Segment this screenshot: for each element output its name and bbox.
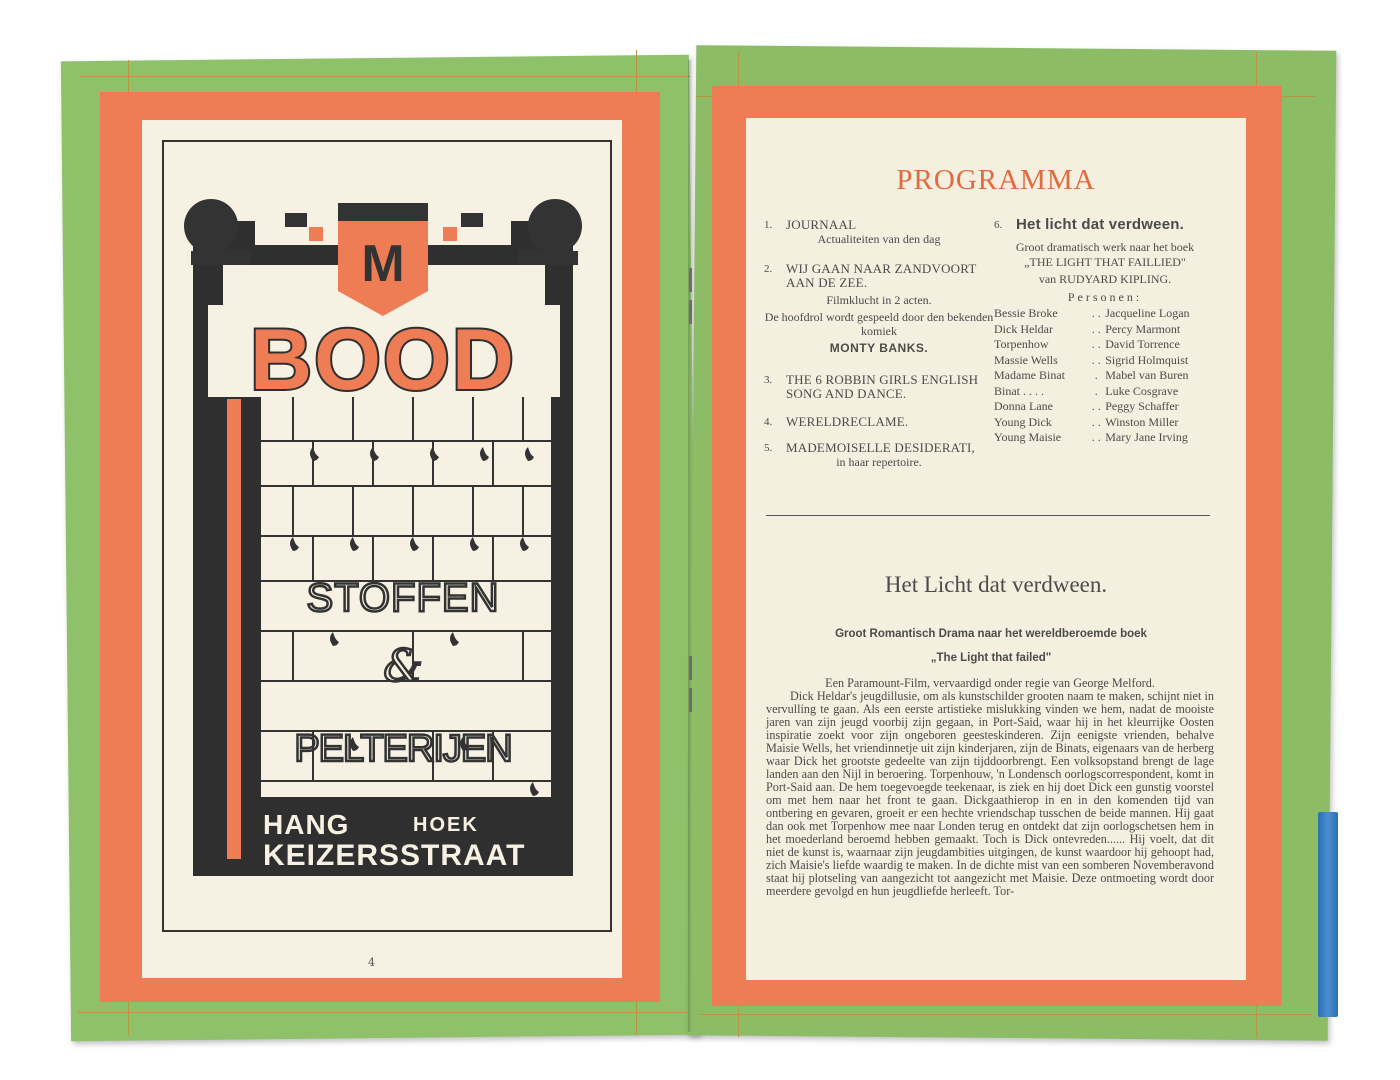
cast-actor: Percy Marmont bbox=[1105, 321, 1181, 336]
gold-rule bbox=[78, 1012, 688, 1013]
spine-shadow bbox=[688, 60, 692, 1032]
story-title: Het Licht dat verdween. bbox=[884, 572, 1108, 597]
cast-row bbox=[994, 353, 1216, 369]
programme-item: 3. THE 6 ROBBIN GIRLS ENGLISH SONG AND DANCE. bbox=[764, 373, 994, 401]
cast-heading: Personen: bbox=[1067, 290, 1143, 304]
divider-rule bbox=[766, 515, 1210, 516]
programme-item-title: THE 6 ROBBIN GIRLS ENGLISH SONG AND DANCE. bbox=[786, 372, 979, 401]
feature-title: Het licht dat verdween. bbox=[1016, 216, 1184, 233]
staple bbox=[689, 688, 692, 712]
cast-dots: . . bbox=[1091, 321, 1101, 336]
cast-row bbox=[994, 368, 1216, 384]
ad-circle-right bbox=[528, 199, 582, 253]
cast-row bbox=[994, 415, 1216, 431]
feature-desc: Groot dramatisch werk naar het boek bbox=[1015, 240, 1195, 254]
story-paragraph: Dick Heldar's jeugdillusie, om als kunstschilder grooten naam te maken, schijnt niet in vervulling te gaan. Als een eerste artistieke mislukking vinden we hem, nadat de mooiste jaren van zijn jeugd voorbij zijn gegaan, in Port-Said, waar hij in het kleurrijke Oosten inspiratie zoekt voor zijn ongeboren geesteskinderen. Zijn eenigste vrienden, behalve Maisie Wells, het vriendinnetje uit zijn kinderjaren, zijn de Binats, eigenaars van de herberg waar Dick het grootste gedeelte van zijn tijddoorbrengt. Een volksopstand brengt de lage landen aan den Nijl in beroering. Torpenhouw, 'n Londensch oorlogscorrespondent, komt in Port-Said aan. De hem toegevoegde teekenaar, is ziek en hij doet Dick een gunstig voorstel om met hem naar het front te gaan. Dickgaathierop in en in den komenden tijd van ontbering en gevaren, groeit er een hechte vriendschap tusschen de beide mannen. Hij gaat dan ook met Torpenhow mee naar Londen terug en ontdekt dat zijn oorlogschetsen hem in het moederland beroemd hebben gemaakt. Toch is Dick ontevreden...... Hij voelt, dat dit niet de kunst is, waarnaar zijn jeugdambities uitgingen, de kunst waardoor hij gehoopt had, zich Maisie's liefde waardig te maken. In de dichte mist van een somberen Novemberavond staat hij plotseling van aangezicht tot aangezicht met Maisie. Deze ontmoeting wordt door meerdere gevolgd en hun jeugdliefde herleeft. Tor- bbox=[766, 689, 1215, 898]
programme-item-sub: Actualiteiten van den dag bbox=[817, 232, 941, 246]
ad-address-street: KEIZERSSTRAAT bbox=[263, 839, 526, 872]
programme-item-sub: Filmklucht in 2 acten. bbox=[826, 293, 932, 307]
cast-actor: Mabel van Buren bbox=[1105, 368, 1189, 383]
feature-book: „THE LIGHT THAT FAILLIED" bbox=[1024, 255, 1186, 269]
cast-role: Massie Wells bbox=[994, 352, 1058, 367]
programme-item-highlight: MONTY BANKS. bbox=[829, 341, 929, 355]
cast-role: Bessie Broke bbox=[994, 306, 1058, 321]
cast-actor: Mary Jane Irving bbox=[1105, 430, 1188, 445]
programme-item-title: JOURNAAL bbox=[786, 217, 857, 232]
programme-list bbox=[764, 218, 994, 469]
ad-circle-left bbox=[184, 199, 238, 253]
ad-brand-name: BOOD bbox=[250, 312, 516, 408]
cast-dots: . . bbox=[1091, 399, 1101, 414]
programme-item-sub: in haar repertoire. bbox=[836, 455, 922, 469]
staple bbox=[689, 656, 692, 680]
cast-role: Binat . . . . bbox=[994, 383, 1044, 398]
cast-row bbox=[994, 322, 1216, 338]
story-subtitle bbox=[746, 622, 1236, 670]
programme-item-title: WIJ GAAN NAAR ZANDVOORT AAN DE ZEE. bbox=[786, 261, 977, 290]
programme-item: 1. JOURNAAL Actualiteiten van den dag bbox=[764, 218, 994, 246]
cast-role: Dick Heldar bbox=[994, 321, 1053, 336]
ad-address-hang: HANG bbox=[263, 809, 350, 840]
cast-role: Torpenhow bbox=[994, 337, 1049, 352]
programme-item-sub: De hoofdrol wordt gespeeld door den bekenden komiek bbox=[764, 310, 994, 338]
cast-row bbox=[994, 384, 1216, 400]
cast-role: Young Dick bbox=[994, 414, 1052, 429]
ad-m-letter: M bbox=[361, 235, 405, 293]
ad-address-hoek: HOEK bbox=[413, 814, 479, 836]
blue-insert-tab bbox=[1318, 812, 1338, 1017]
programme-item-title: MADEMOISELLE DESIDERATI, bbox=[786, 440, 975, 455]
feature-author: van RUDYARD KIPLING. bbox=[1038, 272, 1172, 286]
cast-actor: David Torrence bbox=[1105, 337, 1180, 352]
cast-row bbox=[994, 337, 1216, 353]
gold-rule bbox=[700, 1014, 1312, 1015]
programme-title: PROGRAMMA bbox=[896, 164, 1096, 196]
programme-item-title: WERELDRECLAME. bbox=[786, 414, 909, 429]
story-paragraph: Een Paramount-Film, vervaardigd onder regie van George Melford. bbox=[825, 676, 1155, 690]
cast-dots: . bbox=[1094, 383, 1098, 398]
staple bbox=[689, 268, 692, 292]
cast-actor: Jacqueline Logan bbox=[1105, 306, 1190, 321]
cast-dots: . . bbox=[1091, 414, 1101, 429]
cast-table bbox=[994, 306, 1216, 446]
page-number: 4 bbox=[368, 956, 375, 969]
feature-heading: 6. Het licht dat verdween. bbox=[994, 218, 1216, 232]
programme-item: 5. MADEMOISELLE DESIDERATI, in haar repertoire. bbox=[764, 441, 994, 469]
cast-actor: Sigrid Holmquist bbox=[1105, 352, 1189, 367]
story-body bbox=[766, 677, 1214, 898]
programme-item: 4. WERELDRECLAME. bbox=[764, 415, 994, 429]
cast-role: Madame Binat bbox=[994, 368, 1065, 383]
cast-actor: Winston Miller bbox=[1105, 414, 1179, 429]
cast-row bbox=[994, 399, 1216, 415]
cast-role: Young Maisie bbox=[994, 430, 1062, 445]
ad-product-amp: & bbox=[383, 641, 423, 692]
cast-row bbox=[994, 306, 1216, 322]
ad-product-line2: PELTERIJEN bbox=[294, 728, 512, 770]
cast-role: Donna Lane bbox=[994, 399, 1053, 414]
cast-actor: Peggy Schaffer bbox=[1105, 399, 1179, 414]
story-subtitle-line: Groot Romantisch Drama naar het wereldberoemde boek bbox=[835, 628, 1147, 640]
programme-item: 2. WIJ GAAN NAAR ZANDVOORT AAN DE ZEE. Filmklucht in 2 acten. De hoofdrol wordt gespeeld door den bekenden komiek MONTY BANKS. bbox=[764, 261, 994, 355]
story-subtitle-line: „The Light that failed" bbox=[930, 652, 1052, 664]
cast-dots: . . bbox=[1091, 306, 1101, 321]
gold-rule bbox=[80, 76, 690, 77]
cast-dots: . . bbox=[1091, 337, 1101, 352]
cast-dots: . . bbox=[1091, 430, 1101, 445]
cast-dots: . . bbox=[1091, 352, 1101, 367]
feature-film bbox=[994, 218, 1216, 446]
ad-product-line1: STOFFEN bbox=[306, 576, 500, 620]
staple bbox=[689, 300, 692, 324]
cast-dots: . bbox=[1094, 368, 1098, 383]
ad-orange-bar bbox=[227, 399, 241, 859]
bood-advertisement bbox=[163, 141, 607, 927]
cast-actor: Luke Cosgrave bbox=[1105, 383, 1179, 398]
cast-row bbox=[994, 430, 1216, 446]
